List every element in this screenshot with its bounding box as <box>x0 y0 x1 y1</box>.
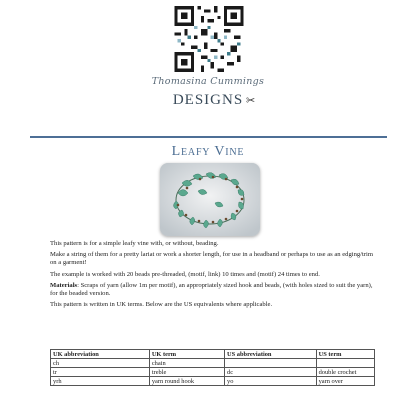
table-header: US term <box>316 350 374 359</box>
table-cell: dc <box>225 368 317 377</box>
usage-paragraph: Make a string of them for a pretty lariat or work a shorter length, for use in a headband or perhaps to use as an edging/trim on a garment! <box>50 251 373 267</box>
table-row <box>51 359 375 368</box>
table-cell: chain <box>149 359 224 368</box>
terms-table <box>50 349 375 386</box>
table-cell: yrh <box>51 377 150 386</box>
intro-paragraph: This pattern is for a simple leafy vine with, or without, beading. <box>50 240 219 247</box>
brand-logo <box>150 6 266 132</box>
scissors-icon: ✂ <box>246 95 256 107</box>
table-cell: double crochet <box>316 368 374 377</box>
brand-script-name: Thomasina Cummings <box>151 76 265 87</box>
qr-code-icon <box>174 6 244 72</box>
table-cell: tr <box>51 368 150 377</box>
table-cell: ch <box>51 359 150 368</box>
header-divider <box>30 136 387 138</box>
table-cell <box>225 359 317 368</box>
table-cell: yarn over <box>316 377 374 386</box>
pattern-description <box>50 240 380 312</box>
product-photo <box>160 163 260 236</box>
brand-wordmark: DESIGNS <box>172 92 244 108</box>
pattern-title: Leafy Vine <box>171 144 245 159</box>
table-header-row <box>51 350 375 359</box>
materials-paragraph <box>50 282 380 298</box>
table-row <box>51 368 375 377</box>
table-cell: yarn round hook <box>149 377 224 386</box>
table-header: UK term <box>149 350 224 359</box>
table-header: UK abbreviation <box>51 350 150 359</box>
materials-label: Materials <box>50 281 78 289</box>
table-cell: treble <box>149 368 224 377</box>
materials-text: : Scraps of yarn (allow 1m per motif), an appropriately sized hook and beads, (with holes sized to suit the yarn), for the beaded version. <box>50 281 373 297</box>
table-cell <box>316 359 374 368</box>
example-paragraph: The example is worked with 20 beads pre-threaded, (motif, link) 10 times and (motif) 24 times to end. <box>50 270 320 278</box>
table-header: US abbreviation <box>225 350 317 359</box>
table-cell: yo <box>225 377 317 386</box>
table-row <box>51 377 375 386</box>
terms-note: This pattern is written in UK terms. Below are the US equivalents where applicable. <box>50 301 273 309</box>
